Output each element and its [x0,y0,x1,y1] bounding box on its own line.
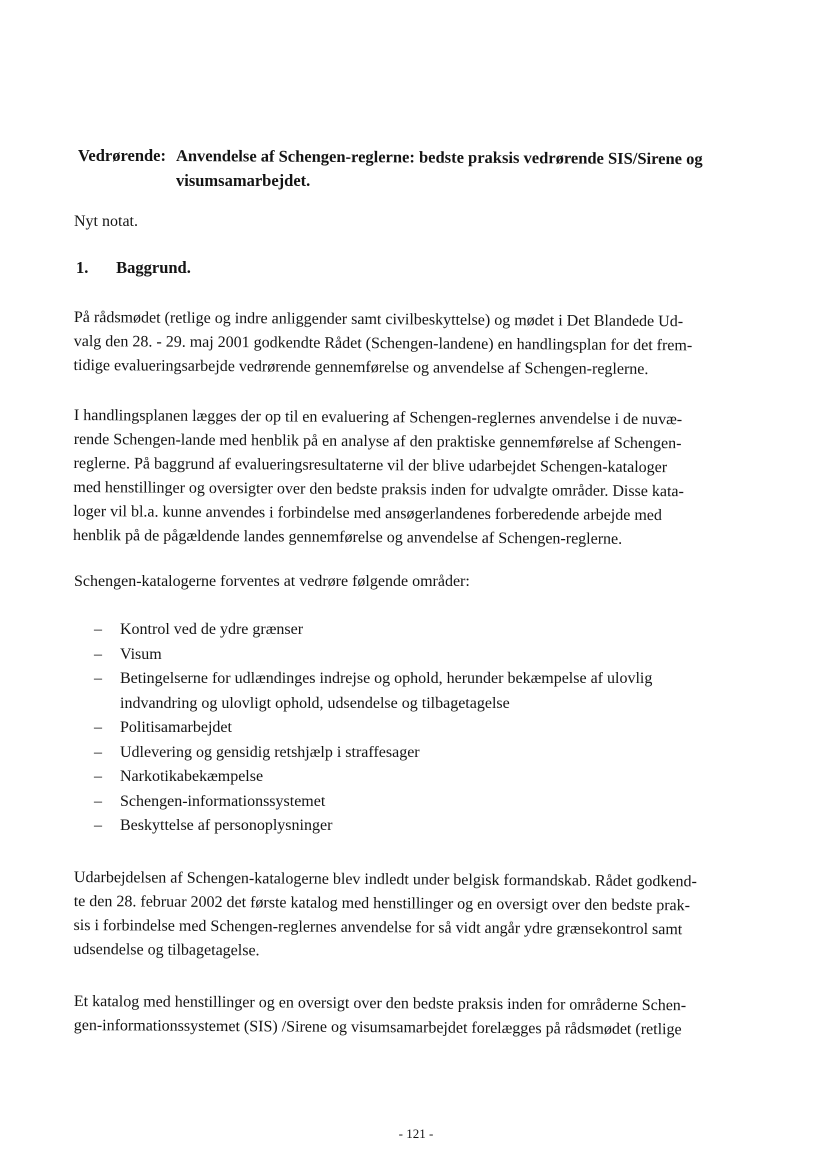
list-dash: – [94,817,102,834]
list-item-text: Betingelserne for udlændinges indrejse og ophold, herunder bekæmpelse af ulovlig [120,670,653,687]
list-item [94,814,734,839]
list-item [94,716,734,741]
list-item [94,643,734,668]
list-item [94,618,734,643]
list-item-text: Kontrol ved de ydre grænser [120,621,304,638]
paragraph-line: reglerne. På baggrund af evalueringsresultaterne vil der blive udarbejdet Schengen-kataloger [73,454,668,477]
subject-title-line-2: visumsamarbejdet. [176,171,311,190]
paragraph-line: valg den 28. - 29. maj 2001 godkendte Rådet (Schengen-landene) en handlingsplan for det frem- [73,332,693,355]
paragraph-line: Udarbejdelsen af Schengen-katalogerne blev indledt under belgisk formandskab. Rådet godkend- [73,868,697,891]
paragraph-line: henblik på de pågældende landes gennemførelse og anvendelse af Schengen-reglerne. [73,526,623,548]
paragraph-line: rende Schengen-lande med henblik på en analyse af den praktiske gennemførelse af Schengen- [73,430,682,453]
areas-list [94,618,734,839]
list-dash: – [94,743,102,761]
section-heading [76,258,191,278]
paragraph-4 [73,866,734,967]
paragraph-1 [73,306,733,383]
note-text: Nyt notat. [74,213,138,230]
list-item-text: Visum [120,645,162,663]
section-number: 1. [76,258,89,277]
list-item-text: indvandring og ulovligt ophold, udsendelse og tilbagetagelse [120,694,510,712]
paragraph-line: Schengen-katalogerne forventes at vedrøre følgende områder: [74,573,470,590]
list-dash: – [94,768,102,785]
section-title: Baggrund. [116,258,191,277]
list-dash: – [94,719,102,736]
paragraph-line: gen-informationssystemet (SIS) /Sirene og visumsamarbejdet forelægges på rådsmødet (retlige [73,1016,682,1039]
list-item-text: Schengen-informationssystemet [120,792,326,810]
paragraph-line: sis i forbindelse med Schengen-reglernes anvendelse for så vidt angår ydre grænsekontrol samt [73,916,683,939]
list-dash: – [94,792,102,810]
list-dash: – [94,670,102,687]
list-item [94,790,734,815]
page-number: - 121 - [398,1126,434,1141]
paragraph-line: tidige evalueringsarbejde vedrørende gennemførelse og anvendelse af Schengen-reglerne. [73,356,649,379]
list-item [94,765,734,790]
list-dash: – [94,621,102,638]
list-item [94,667,734,716]
list-item [94,741,734,766]
paragraph-line: udsendelse og tilbagetagelse. [73,940,260,960]
list-dash: – [94,645,102,663]
list-item-text: Udlevering og gensidig retshjælp i straffesager [120,743,420,761]
subject-label: Vedrørende: [78,146,166,165]
paragraph-line: Et katalog med henstillinger og en oversigt over den bedste praksis inden for områderne Schen- [73,992,687,1015]
paragraph-line: med henstillinger og oversigter over den bedste praksis inden for udvalgte områder. Disse kata- [73,478,684,501]
paragraph-2 [73,404,734,553]
list-item-text: Narkotikabekæmpelse [120,768,264,785]
paragraph-line: te den 28. februar 2002 det første katalog med henstillinger og en oversigt over den bedste prak- [73,892,691,915]
paragraph-line: I handlingsplanen lægges der op til en evaluering af Schengen-reglernes anvendelse i de nuvæ- [73,406,683,429]
list-item-text: Beskyttelse af personoplysninger [120,817,333,834]
paragraph-line: På rådsmødet (retlige og indre anliggender samt civilbeskyttelse) og mødet i Det Blandede Ud- [73,308,684,331]
paragraph-5 [74,990,734,1043]
subject-title-line-1: Anvendelse af Schengen-reglerne: bedste praksis vedrørende SIS/Sirene og [175,146,703,169]
paragraph-line: loger vil bl.a. kunne anvendes i forbindelse med ansøgerlandenes forberedende arbejde med [73,502,662,525]
paragraph-3 [74,570,734,594]
list-item-text: Politisamarbejdet [120,719,232,736]
